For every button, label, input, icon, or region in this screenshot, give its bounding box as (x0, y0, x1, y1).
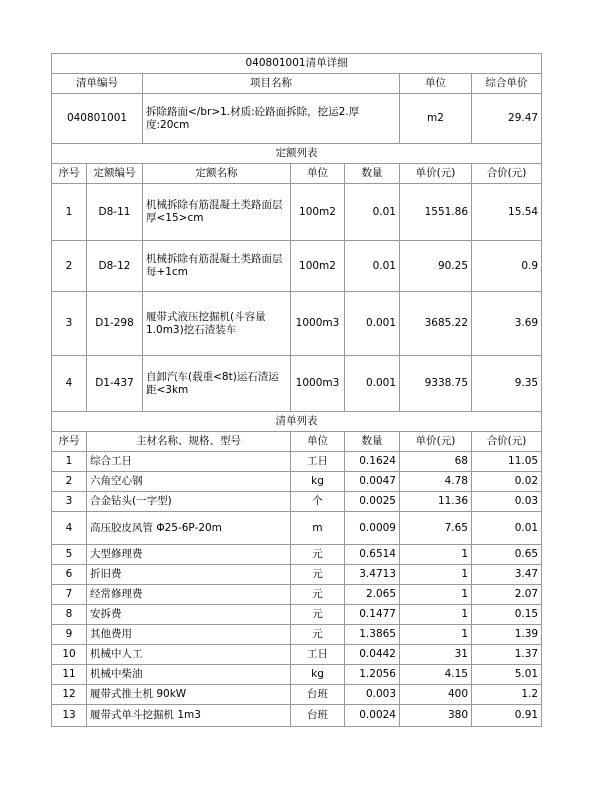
material-total: 0.15 (472, 605, 542, 625)
materials-header-name: 主材名称、规格、型号 (87, 432, 291, 452)
material-total: 0.03 (472, 492, 542, 512)
materials-header-unit: 单位 (291, 432, 345, 452)
material-name: 六角空心钢 (87, 472, 291, 492)
quota-name: 履带式液压挖掘机(斗容量1.0m3)挖石渣装车 (143, 292, 291, 356)
material-total: 0.91 (472, 705, 542, 727)
quota-qty: 0.001 (345, 292, 400, 356)
header-code: 清单编号 (52, 74, 143, 94)
quota-qty: 0.01 (345, 241, 400, 292)
material-no: 8 (52, 605, 87, 625)
material-total: 5.01 (472, 665, 542, 685)
material-total: 0.02 (472, 472, 542, 492)
material-unit: kg (291, 472, 345, 492)
header-name: 项目名称 (143, 74, 400, 94)
material-qty: 0.0047 (345, 472, 400, 492)
material-unit: 元 (291, 625, 345, 645)
material-qty: 2.065 (345, 585, 400, 605)
quota-header-name: 定额名称 (143, 164, 291, 184)
material-name: 履带式推土机 90kW (87, 685, 291, 705)
material-row (52, 705, 542, 727)
material-row (52, 565, 542, 585)
material-unit: 台班 (291, 685, 345, 705)
quota-header-no: 序号 (52, 164, 87, 184)
material-row (52, 452, 542, 472)
material-name: 综合工日 (87, 452, 291, 472)
material-price: 4.78 (400, 472, 472, 492)
quota-qty: 0.01 (345, 184, 400, 241)
header-unit: 单位 (400, 74, 472, 94)
material-name: 履带式单斗挖掘机 1m3 (87, 705, 291, 727)
quota-code: D1-298 (87, 292, 143, 356)
quota-total: 3.69 (472, 292, 542, 356)
table-title: 040801001清单详细 (52, 54, 542, 74)
materials-header-price: 单价(元) (400, 432, 472, 452)
material-no: 6 (52, 565, 87, 585)
header-price: 综合单价 (472, 74, 542, 94)
material-no: 2 (52, 472, 87, 492)
material-qty: 0.0024 (345, 705, 400, 727)
material-name: 机械中人工 (87, 645, 291, 665)
quota-no: 1 (52, 184, 87, 241)
material-qty: 0.1624 (345, 452, 400, 472)
material-price: 31 (400, 645, 472, 665)
material-price: 1 (400, 565, 472, 585)
material-name: 经常修理费 (87, 585, 291, 605)
quota-row (52, 356, 542, 412)
quota-no: 2 (52, 241, 87, 292)
material-row (52, 472, 542, 492)
quota-no: 3 (52, 292, 87, 356)
material-row (52, 512, 542, 545)
quota-name: 机械拆除有筋混凝土类路面层每+1cm (143, 241, 291, 292)
material-total: 1.2 (472, 685, 542, 705)
bill-detail-table (51, 53, 542, 727)
material-unit: m (291, 512, 345, 545)
material-total: 1.39 (472, 625, 542, 645)
material-name: 其他费用 (87, 625, 291, 645)
material-price: 1 (400, 585, 472, 605)
quota-code: D1-437 (87, 356, 143, 412)
material-no: 3 (52, 492, 87, 512)
material-name: 大型修理费 (87, 545, 291, 565)
material-no: 12 (52, 685, 87, 705)
material-unit: 元 (291, 605, 345, 625)
material-total: 2.07 (472, 585, 542, 605)
quota-total: 15.54 (472, 184, 542, 241)
material-price: 68 (400, 452, 472, 472)
material-price: 1 (400, 625, 472, 645)
quota-unit: 100m2 (291, 241, 345, 292)
quota-price: 3685.22 (400, 292, 472, 356)
quota-total: 9.35 (472, 356, 542, 412)
material-no: 4 (52, 512, 87, 545)
material-price: 380 (400, 705, 472, 727)
item-unit: m2 (400, 94, 472, 144)
quota-unit: 1000m3 (291, 356, 345, 412)
item-name: 拆除路面</br>1.材质:砼路面拆除，挖运2.厚度:20cm (143, 94, 400, 144)
quota-total: 0.9 (472, 241, 542, 292)
quota-name: 自卸汽车(载重<8t)运石渣运距<3km (143, 356, 291, 412)
quota-row (52, 292, 542, 356)
material-qty: 0.6514 (345, 545, 400, 565)
material-no: 10 (52, 645, 87, 665)
material-row (52, 605, 542, 625)
material-unit: 工日 (291, 645, 345, 665)
materials-header-no: 序号 (52, 432, 87, 452)
quota-header-unit: 单位 (291, 164, 345, 184)
material-name: 安拆费 (87, 605, 291, 625)
material-name: 高压胶皮风管 Φ25-6P-20m (87, 512, 291, 545)
material-unit: 元 (291, 565, 345, 585)
quota-header-price: 单价(元) (400, 164, 472, 184)
material-qty: 0.0009 (345, 512, 400, 545)
material-total: 0.01 (472, 512, 542, 545)
material-name: 合金钻头(一字型) (87, 492, 291, 512)
quota-no: 4 (52, 356, 87, 412)
material-row (52, 665, 542, 685)
material-row (52, 585, 542, 605)
quota-name: 机械拆除有筋混凝土类路面层厚<15>cm (143, 184, 291, 241)
material-price: 400 (400, 685, 472, 705)
materials-header-qty: 数量 (345, 432, 400, 452)
material-qty: 0.1477 (345, 605, 400, 625)
quota-code: D8-11 (87, 184, 143, 241)
material-no: 13 (52, 705, 87, 727)
material-row (52, 545, 542, 565)
material-no: 5 (52, 545, 87, 565)
material-no: 1 (52, 452, 87, 472)
quota-row (52, 184, 542, 241)
material-qty: 1.3865 (345, 625, 400, 645)
material-price: 4.15 (400, 665, 472, 685)
quota-header-qty: 数量 (345, 164, 400, 184)
material-total: 3.47 (472, 565, 542, 585)
quota-unit: 100m2 (291, 184, 345, 241)
material-no: 11 (52, 665, 87, 685)
material-qty: 3.4713 (345, 565, 400, 585)
quota-header-total: 合价(元) (472, 164, 542, 184)
material-unit: 元 (291, 545, 345, 565)
material-qty: 0.003 (345, 685, 400, 705)
material-price: 1 (400, 605, 472, 625)
materials-header-total: 合价(元) (472, 432, 542, 452)
quota-price: 90.25 (400, 241, 472, 292)
quota-code: D8-12 (87, 241, 143, 292)
quota-row (52, 241, 542, 292)
material-name: 折旧费 (87, 565, 291, 585)
quota-qty: 0.001 (345, 356, 400, 412)
material-unit: 工日 (291, 452, 345, 472)
quota-unit: 1000m3 (291, 292, 345, 356)
material-total: 1.37 (472, 645, 542, 665)
material-price: 1 (400, 545, 472, 565)
material-total: 0.65 (472, 545, 542, 565)
quota-price: 9338.75 (400, 356, 472, 412)
material-unit: 个 (291, 492, 345, 512)
material-name: 机械中柴油 (87, 665, 291, 685)
material-qty: 0.0025 (345, 492, 400, 512)
material-row (52, 625, 542, 645)
material-qty: 1.2056 (345, 665, 400, 685)
quota-price: 1551.86 (400, 184, 472, 241)
material-unit: kg (291, 665, 345, 685)
material-row (52, 492, 542, 512)
item-price: 29.47 (472, 94, 542, 144)
materials-section-title: 清单列表 (52, 412, 542, 432)
material-unit: 台班 (291, 705, 345, 727)
material-price: 11.36 (400, 492, 472, 512)
material-unit: 元 (291, 585, 345, 605)
quota-section-title: 定额列表 (52, 144, 542, 164)
material-row (52, 645, 542, 665)
item-code: 040801001 (52, 94, 143, 144)
material-price: 7.65 (400, 512, 472, 545)
quota-header-code: 定额编号 (87, 164, 143, 184)
material-total: 11.05 (472, 452, 542, 472)
material-no: 7 (52, 585, 87, 605)
material-no: 9 (52, 625, 87, 645)
material-qty: 0.0442 (345, 645, 400, 665)
material-row (52, 685, 542, 705)
